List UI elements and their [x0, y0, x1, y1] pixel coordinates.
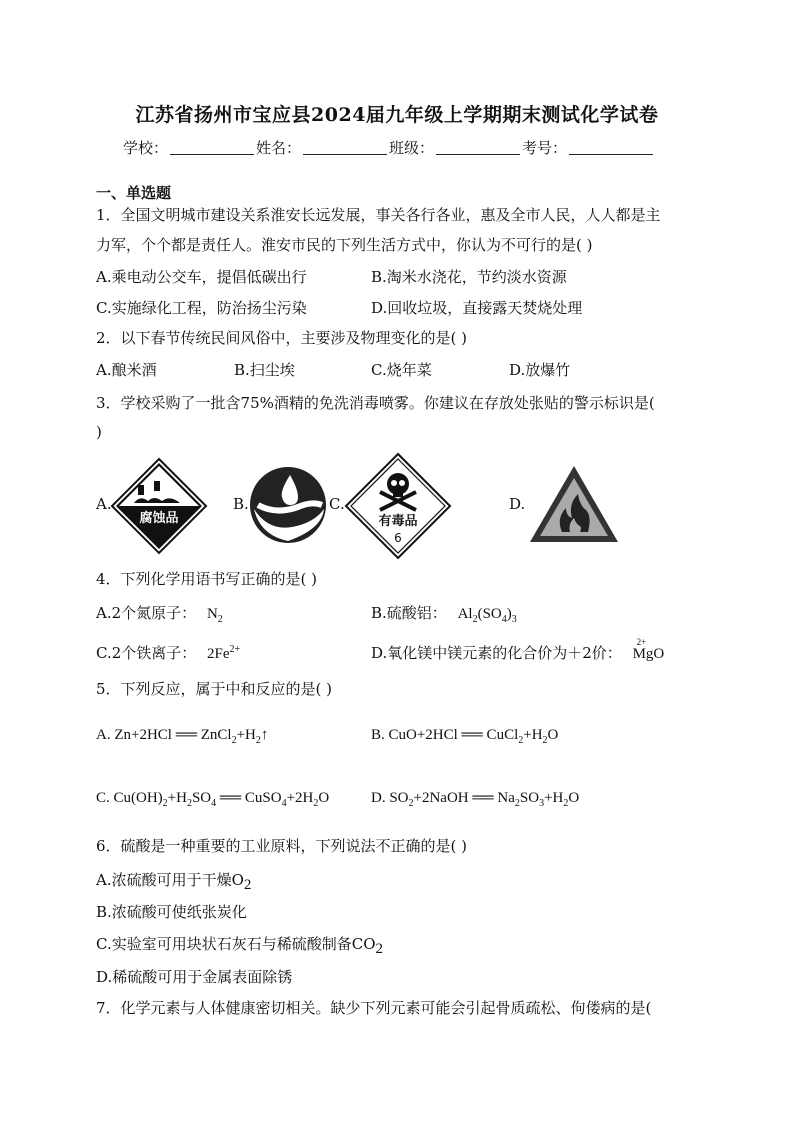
q4-option-b-formula: $Al_2(SO_4)_3$ — [457, 606, 517, 625]
q6-option-c[interactable]: C.实验室可用块状石灰石与稀硫酸制备$CO_2$ — [96, 935, 383, 957]
q5-option-d[interactable]: D. $SO_2+2NaOH$ ══ $Na_2SO_3+H_2O$ — [371, 790, 580, 809]
q4-option-b[interactable] — [371, 602, 517, 625]
student-info-line — [123, 137, 655, 158]
flammable-sign-icon — [528, 464, 620, 544]
toxic-sign-text: 有毒品 — [378, 514, 418, 529]
page-title: 江苏省扬州市宝应县2024届九年级上学期期末测试化学试卷 — [135, 104, 659, 126]
q3-stem-line1: 3．学校采购了一批含75%酒精的免洗消毒喷雾。你建议在存放处张贴的警示标识是( — [96, 394, 655, 412]
q2-option-b[interactable]: B.扫尘埃 — [234, 361, 295, 379]
q5-stem: 5．下列反应，属于中和反应的是( ) — [96, 680, 333, 698]
q3-option-d[interactable]: D. — [509, 495, 526, 513]
q1-stem-line1: 1．全国文明城市建设关系淮安长远发展，事关各行各业，惠及全市人民，人人都是主 — [96, 206, 661, 224]
q6-option-b[interactable]: B.浓硫酸可使纸张炭化 — [96, 903, 247, 921]
q1-stem-line2: 力军，个个都是责任人。淮安市民的下列生活方式中，你认为不可行的是( ) — [96, 236, 593, 254]
q7-stem: 7．化学元素与人体健康密切相关。缺少下列元素可能会引起骨质疏松、佝偻病的是( — [96, 999, 652, 1017]
q1-option-d[interactable]: D.回收垃圾，直接露天焚烧处理 — [371, 299, 583, 317]
q6-option-d[interactable]: D.稀硫酸可用于金属表面除锈 — [96, 968, 293, 986]
q2-option-d[interactable]: D.放爆竹 — [509, 361, 571, 379]
q2-stem: 2．以下春节传统民间风俗中，主要涉及物理变化的是( ) — [96, 329, 468, 347]
number-blank[interactable] — [569, 140, 653, 155]
class-label: 班级： — [389, 139, 435, 157]
q4-option-d-text: D.氧化镁中镁元素的化合价为＋2价： — [371, 644, 622, 662]
q2-option-a[interactable]: A.酿米酒 — [96, 361, 157, 379]
q6-option-a[interactable]: A.浓硫酸可用于干燥$O_2$ — [96, 871, 252, 893]
school-label: 学校： — [123, 139, 169, 157]
q5-option-c[interactable]: C. $Cu(OH)_2+H_2SO_4$ ══ $CuSO_4+2H_2O$ — [96, 790, 330, 809]
q4-stem: 4．下列化学用语书写正确的是( ) — [96, 570, 318, 588]
number-label: 考号： — [522, 139, 568, 157]
toxic-sign-icon — [344, 452, 452, 560]
q2-option-c[interactable]: C.烧年菜 — [371, 361, 432, 379]
q4-option-b-text: B.硫酸铝： — [371, 604, 447, 622]
q4-option-d-formula: 2+ MgO — [632, 637, 665, 662]
q6-option-c-text: C.实验室可用块状石灰石与稀硫酸制备CO — [96, 935, 376, 953]
q4-option-c-text: C.2个铁离子： — [96, 644, 197, 662]
class-blank[interactable] — [436, 140, 520, 155]
q1-option-c[interactable]: C.实施绿化工程，防治扬尘污染 — [96, 299, 307, 317]
q4-option-a[interactable] — [96, 602, 223, 625]
q4-option-d[interactable] — [371, 637, 665, 663]
corrosive-sign-icon — [110, 457, 208, 555]
q6-option-a-text: A.浓硫酸可用于干燥O — [96, 871, 244, 889]
q4-option-c[interactable] — [96, 642, 240, 663]
q4-option-a-text: A.2个氮原子： — [96, 604, 197, 622]
q6-stem: 6．硫酸是一种重要的工业原料，下列说法不正确的是( ) — [96, 837, 468, 855]
q1-option-a[interactable]: A.乘电动公交车，提倡低碳出行 — [96, 268, 307, 286]
q3-stem-line2: ) — [96, 423, 102, 441]
section-heading: 一、单选题 — [96, 184, 172, 202]
water-reactive-sign-icon — [248, 465, 328, 545]
q3-option-a[interactable]: A. — [96, 495, 112, 513]
q4-option-c-formula: $2Fe^{2+}$ — [207, 644, 241, 662]
q5-option-a[interactable]: A. Zn+2HCl ══ $ZnCl_2+H_2↑$ — [96, 727, 269, 746]
q3-option-c[interactable]: C. — [329, 495, 345, 513]
name-label: 姓名： — [256, 139, 302, 157]
corrosive-sign-text: 腐蚀品 — [139, 511, 179, 526]
q5-option-b[interactable]: B. CuO+2HCl ══ $CuCl_2+H_2O$ — [371, 727, 559, 746]
q4-option-a-formula: $N_2$ — [206, 606, 223, 625]
q1-option-b[interactable]: B.淘米水浇花，节约淡水资源 — [371, 268, 567, 286]
school-blank[interactable] — [170, 140, 254, 155]
q3-option-b[interactable]: B. — [233, 495, 249, 513]
name-blank[interactable] — [303, 140, 387, 155]
toxic-sign-class: 6 — [394, 531, 402, 545]
